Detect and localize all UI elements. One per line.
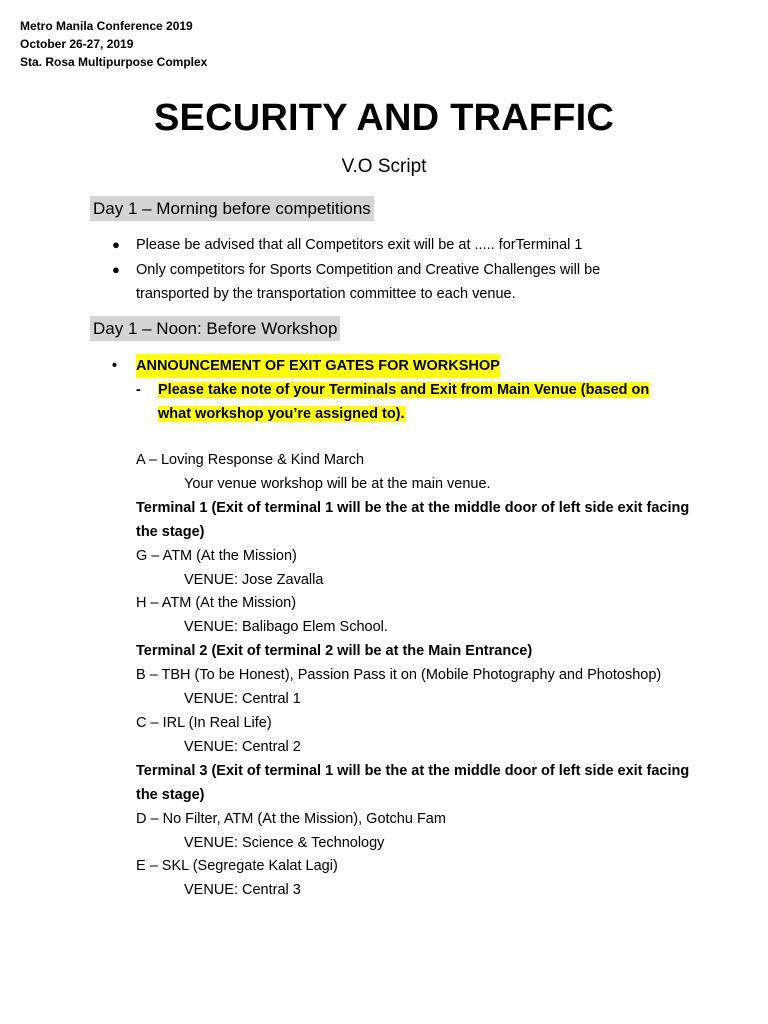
day1-morning-bullets — [112, 233, 672, 307]
workshop-d-label: D – No Filter, ATM (At the Mission), Gotchu Fam — [136, 810, 446, 827]
list-item — [112, 258, 672, 307]
day1-morning-heading: Day 1 – Morning before competitions — [90, 196, 374, 221]
workshop-g-label: G – ATM (At the Mission) — [136, 547, 297, 564]
workshop-c-venue: VENUE: Central 2 — [184, 738, 301, 755]
bullet-icon: ● — [112, 261, 120, 277]
workshop-terminal-list — [136, 449, 696, 903]
workshop-e-label: E – SKL (Segregate Kalat Lagi) — [136, 858, 338, 875]
bullet-icon: ● — [112, 237, 120, 252]
workshop-g-venue: VENUE: Jose Zavalla — [184, 571, 324, 588]
workshop-e-venue: VENUE: Central 3 — [184, 882, 301, 899]
workshop-c-label: C – IRL (In Real Life) — [136, 714, 272, 731]
page-subtitle: V.O Script — [341, 156, 427, 177]
terminal-1-heading: Terminal 1 (Exit of terminal 1 will be the at the middle door of left side exit facing the stage) — [136, 499, 690, 540]
list-item — [112, 233, 672, 258]
page-title: SECURITY AND TRAFFIC — [154, 97, 614, 139]
day1-noon-heading: Day 1 – Noon: Before Workshop — [90, 316, 340, 341]
announcement-note: Please take note of your Terminals and Exit from Main Venue (based on what workshop you’re assigned to). — [158, 382, 650, 422]
bullet-text: Please be advised that all Competitors exit will be at ..... forTerminal 1 — [136, 237, 583, 253]
announcement-title: ANNOUNCEMENT OF EXIT GATES FOR WORKSHOP — [136, 354, 500, 378]
workshop-a-label: A – Loving Response & Kind March — [136, 452, 365, 468]
workshop-d-venue: VENUE: Science & Technology — [184, 834, 385, 851]
document-header — [20, 17, 207, 71]
workshop-b-label: B – TBH (To be Honest), Passion Pass it on (Mobile Photography and Photoshop) — [136, 667, 662, 684]
dash-marker: - — [136, 382, 141, 398]
terminal-3-heading: Terminal 3 (Exit of terminal 1 will be the at the middle door of left side exit facing the stage) — [136, 762, 690, 803]
workshop-h-venue: VENUE: Balibago Elem School. — [184, 619, 388, 636]
workshop-b-venue: VENUE: Central 1 — [184, 691, 301, 708]
header-event-date: October 26-27, 2019 — [20, 37, 134, 51]
terminal-2-heading: Terminal 2 (Exit of terminal 2 will be at the Main Entrance) — [136, 643, 533, 660]
bullet-icon: • — [112, 358, 118, 374]
header-event-name: Metro Manila Conference 2019 — [20, 19, 193, 33]
bullet-text: Only competitors for Sports Competition and Creative Challenges will be transported by the transportation committee to each venue. — [136, 261, 601, 302]
workshop-a-venue: Your venue workshop will be at the main venue. — [184, 475, 491, 492]
exit-gates-announcement — [112, 354, 678, 426]
workshop-h-label: H – ATM (At the Mission) — [136, 595, 297, 612]
header-event-venue: Sta. Rosa Multipurpose Complex — [20, 55, 208, 69]
